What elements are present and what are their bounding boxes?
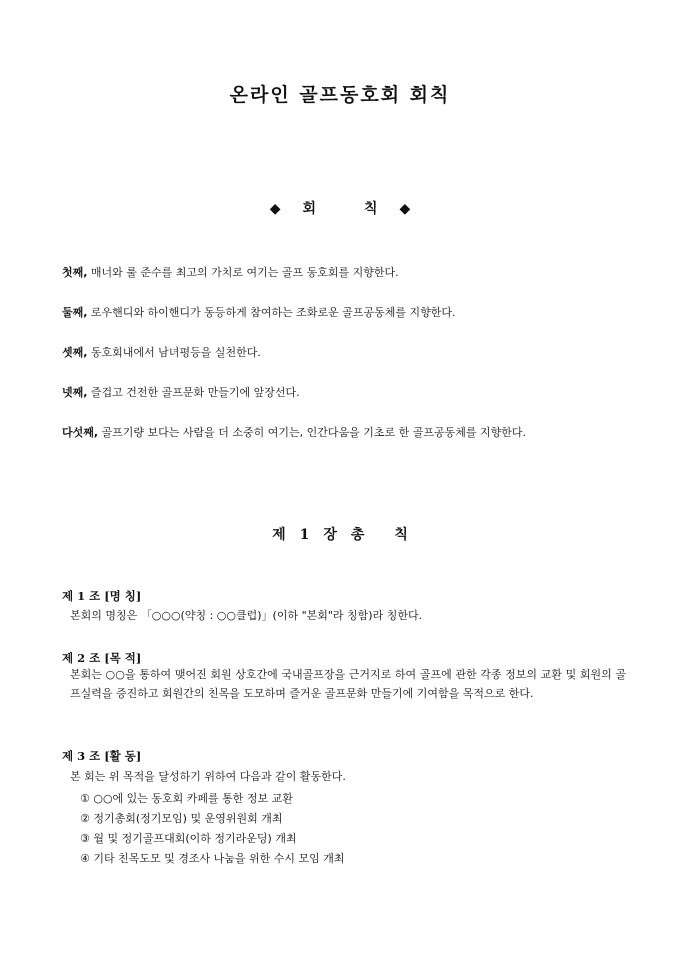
principle-4-text: 즐겁고 건전한 골프문화 만들기에 앞장선다. <box>87 386 300 399</box>
article-3-item-2: ② 정기총회(정기모임) 및 운영위원회 개최 <box>80 812 283 825</box>
principle-5-text: 골프기량 보다는 사람을 더 소중히 여기는, 인간다움을 기초로 한 골프공동체를 지향한다. <box>98 426 527 439</box>
principle-2-lead: 둘째, <box>62 306 88 319</box>
article-3-item-4: ④ 기타 친목도모 및 경조사 나눔을 위한 수시 모임 개최 <box>80 852 345 865</box>
chapter-heading-part-2: 1 <box>299 527 310 543</box>
rules-heading-word-2: 칙 <box>364 201 378 217</box>
article-3-item-3: ③ 월 및 정기골프대회(이하 정기라운딩) 개최 <box>80 832 297 845</box>
principle-4-lead: 넷째, <box>62 386 88 399</box>
article-2-body: 본회는 ○○을 통하여 맺어진 회원 상호간에 국내골프장을 근거지로 하여 골프에 관한 각종 정보의 교환 및 회원의 골프실력을 증진하고 회원간의 친목을 도모하며 즐거운 골프문화 만들기에 기여함을 목적으로 한다. <box>70 668 626 700</box>
article-1-title: 제 1 조 [명 칭] <box>62 589 142 603</box>
diamond-right-icon: ◆ <box>399 201 411 217</box>
article-3-item-1: ① ○○에 있는 동호회 카페를 통한 정보 교환 <box>80 792 293 805</box>
article-3-title: 제 3 조 [활 동] <box>62 749 142 763</box>
chapter-heading-part-4: 총 <box>350 527 365 543</box>
principle-3 <box>62 344 261 360</box>
rules-heading <box>0 198 680 218</box>
document-title: 온라인 골프동호회 회칙 <box>229 84 451 106</box>
principle-1-text: 매너와 룰 준수를 최고의 가치로 여기는 골프 동호회를 지향한다. <box>87 266 399 279</box>
principle-1 <box>62 264 399 280</box>
chapter-1-heading <box>0 524 680 544</box>
principle-2-text: 로우핸디와 하이핸디가 동등하게 참여하는 조화로운 골프공동체를 지향한다. <box>87 306 456 319</box>
rules-heading-word-1: 회 <box>302 201 316 217</box>
diamond-left-icon: ◆ <box>269 201 281 217</box>
principle-3-text: 동호회내에서 남녀평등을 실천한다. <box>87 346 261 359</box>
principle-2 <box>62 304 455 320</box>
chapter-heading-part-3: 장 <box>323 527 337 543</box>
chapter-heading-part-1: 제 <box>272 527 286 543</box>
principle-1-lead: 첫째, <box>62 266 88 279</box>
principle-5-lead: 다섯째, <box>62 426 99 439</box>
chapter-heading-part-5: 칙 <box>394 527 408 543</box>
principle-3-lead: 셋째, <box>62 346 88 359</box>
article-1-body: 본회의 명칭은 「○○○(약칭 : ○○클럽)」(이하 "본회"라 칭함)라 칭한다. <box>70 609 423 622</box>
article-2-title: 제 2 조 [목 적] <box>62 651 142 665</box>
principle-5 <box>62 424 526 440</box>
article-3-body: 본 회는 위 목적을 달성하기 위하여 다음과 같이 활동한다. <box>70 770 346 783</box>
principle-4 <box>62 384 300 400</box>
